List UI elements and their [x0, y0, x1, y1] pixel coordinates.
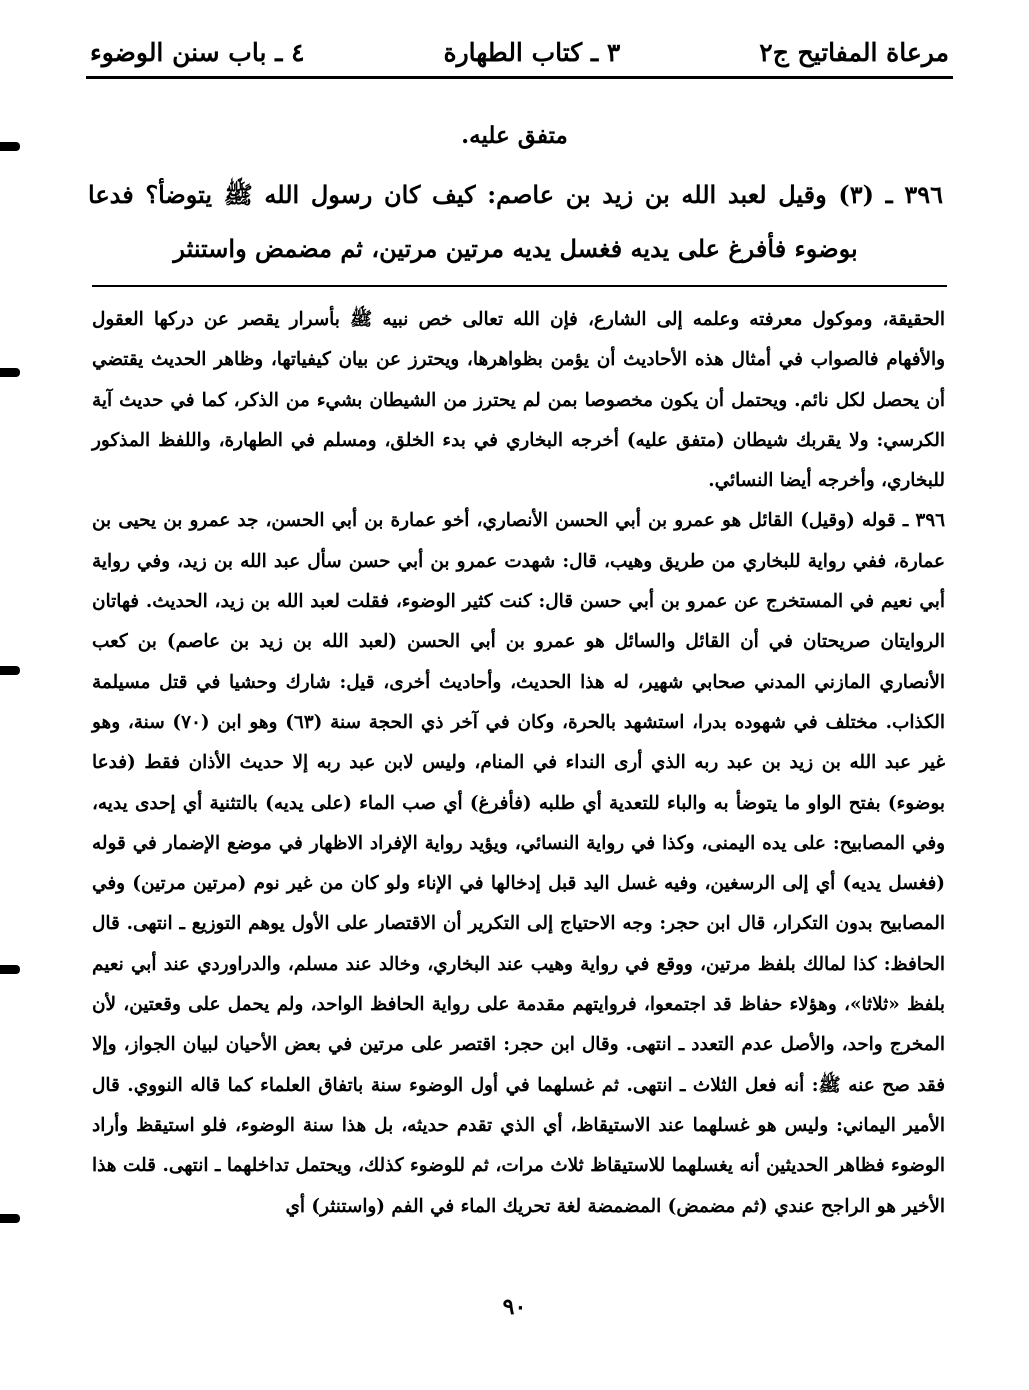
commentary-paragraph-2: ٣٩٦ ـ قوله (وقيل) القائل هو عمرو بن أبي الحسن الأنصاري، أخو عمارة بن أبي الحسن، جد عمرو بن يحيى بن عمارة، ففي رواية للبخاري من طريق وهيب، قال: شهدت عمرو بن أبي حسن سأل عبد الله بن زيد، وفي رواية أبي نعيم في المستخرج عن عمرو بن أبي حسن قال: كنت كثير الوضوء، فقلت لعبد الله بن زيد، الحديث. فهاتان الروايتان صريحتان في أن القائل والسائل هو عمرو بن أبي الحسن (لعبد الله بن زيد بن عاصم) بن كعب الأنصاري المازني المدني صحابي شهير، له هذا الحديث، وأحاديث أخرى، قيل: شارك وحشيا في قتل مسيلمة الكذاب. مختلف في شهوده بدرا، استشهد بالحرة، وكان في آخر ذي الحجة سنة (٦٣) وهو ابن (٧٠) سنة، وهو غير عبد الله بن زيد بن عبد ربه الذي أرى النداء في المنام، وليس لابن عبد ربه إلا حديث الأذان فقط (فدعا بوضوء) بفتح الواو ما يتوضأ به والباء للتعدية أي طلبه (فأفرغ) أي صب الماء (على يديه) بالتثنية أي إحدى يديه، وفي المصابيح: على يده اليمنى، وكذا في رواية النسائي، ويؤيد رواية الإفراد الاظهار في موضع الإضمار في قوله (فغسل يديه) أي إلى الرسغين، وفيه غسل اليد قبل إدخالها في الإناء ولو كان من غير نوم (مرتين مرتين) وفي المصابيح بدون التكرار، قال ابن حجر: وجه الاحتياج إلى التكرير أن الاقتصار على الأول يوهم التوزيع ـ انتهى. قال الحافظ: كذا لمالك بلفظ مرتين، ووقع في رواية وهيب عند البخاري، وخالد عند مسلم، والدراوردي عند أبي نعيم بلفظ «ثلاثا»، وهؤلاء حفاظ قد اجتمعوا، فروايتهم مقدمة على رواية الحافظ الواحد، ولم يحمل على وقعتين، لأن المخرج واحد، والأصل عدم التعدد ـ انتهى. وقال ابن حجر: اقتصر على مرتين في بعض الأحيان لبيان الجواز، وإلا فقد صح عنه ﷺ: أنه فعل الثلاث ـ انتهى. ثم غسلهما في أول الوضوء سنة باتفاق العلماء كما قاله النووي. قال الأمير اليماني: وليس هو غسلهما عند الاستيقاظ، أي الذي تقدم حديثه، بل هذا سنة الوضوء، فلو استيقظ وأراد الوضوء فظاهر الحديثين أنه يغسلهما للاستيقاظ ثلاث مرات، ثم للوضوء كذلك، ويحتمل تداخلهما ـ انتهى. قلت هذا الأخير هو الراجح عندي (ثم مضمض) المضمضة لغة تحريك الماء في الفم (واستنثر) أي: [92, 510, 945, 1217]
commentary-body: [92, 300, 945, 1227]
header-section-title: ٤ ـ باب سنن الوضوء: [90, 37, 305, 67]
page-number: ٩٠: [502, 1294, 527, 1320]
hadith-text: ٣٩٦ ـ (٣) وقيل لعبد الله بن زيد بن عاصم: كيف كان رسول الله ﷺ يتوضأ؟ فدعا بوضوء فأفرغ على يديه فغسل يديه مرتين مرتين، ثم مضمض واستنثر: [88, 180, 944, 263]
running-header: [90, 30, 949, 74]
binding-mark: [0, 666, 20, 675]
binding-mark: [0, 1214, 20, 1223]
commentary-paragraph-1: الحقيقة، وموكول معرفته وعلمه إلى الشارع، فإن الله تعالى خص نبيه ﷺ بأسرار يقصر عن دركها العقول والأفهام فالصواب في أمثال هذه الأحاديث أن يؤمن بظواهرها، ويحترز عن بيان كيفياتها، وظاهر الحديث يقتضي أن يحصل لكل نائم. ويحتمل أن يكون مخصوصا بمن لم يحترز من الشيطان بشيء من الذكر، كما في حديث آية الكرسي: ولا يقربك شيطان (متفق عليه) أخرجه البخاري في بدء الخلق، ومسلم في الطهارة، واللفظ المذكور للبخاري، وأخرجه أيضا النسائي.: [92, 309, 945, 492]
section-divider: [92, 285, 947, 287]
header-divider: [86, 76, 953, 79]
attribution-heading: متفق عليه.: [461, 122, 568, 149]
binding-mark: [0, 368, 20, 377]
binding-mark: [0, 142, 20, 151]
binding-mark: [0, 965, 20, 974]
header-chapter-title: ٣ ـ كتاب الطهارة: [443, 37, 621, 67]
header-book-title: مرعاة المفاتيح ج٢: [759, 37, 949, 67]
